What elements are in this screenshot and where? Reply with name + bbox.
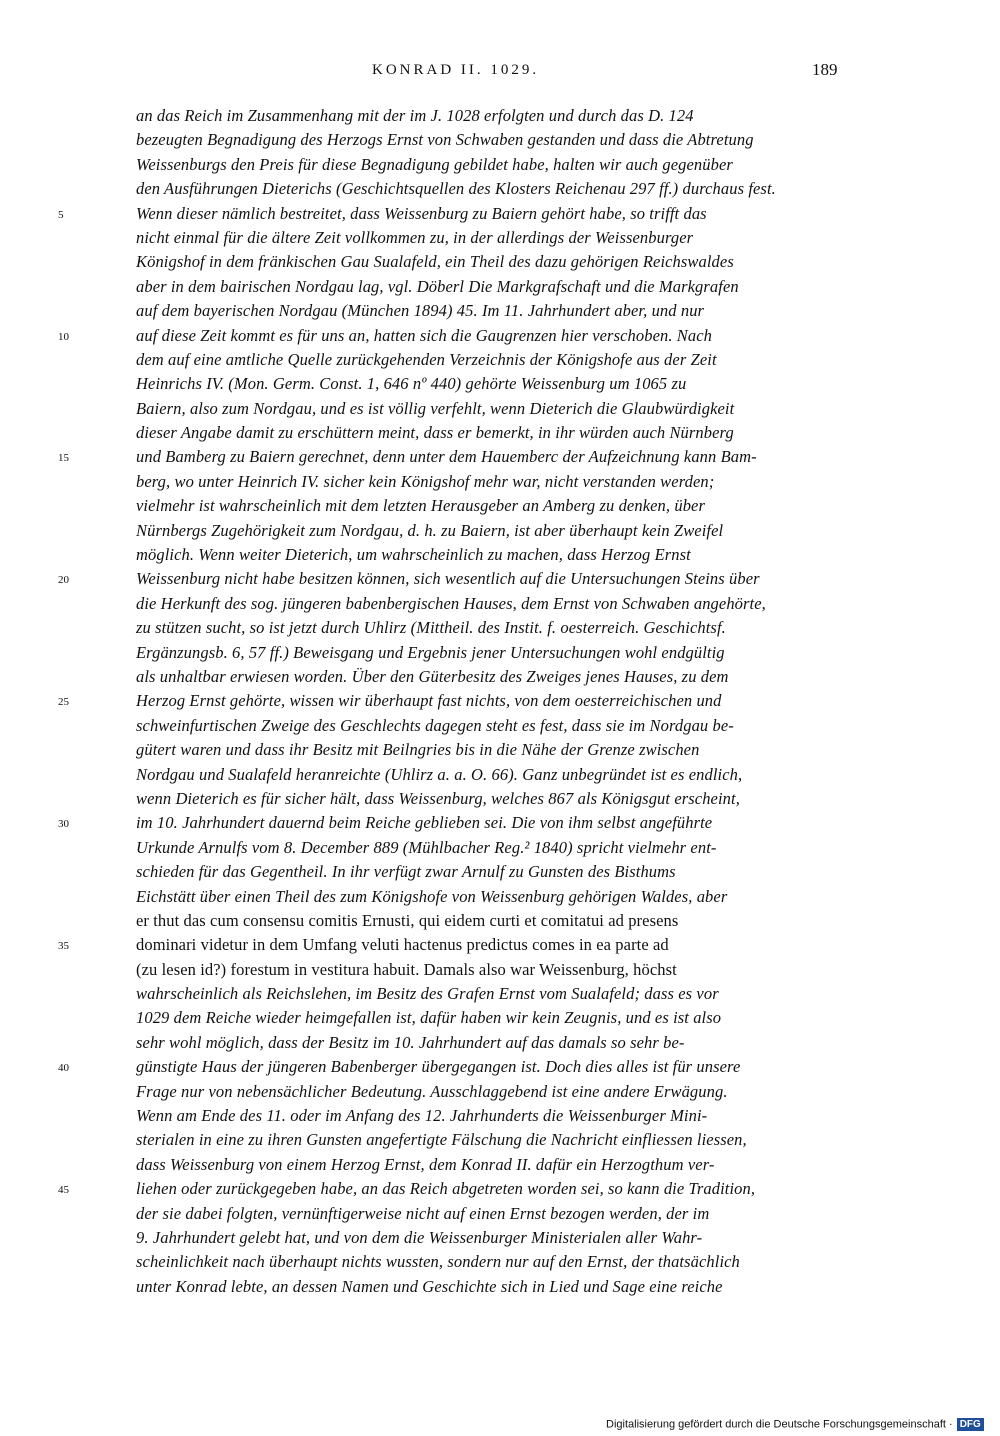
text-line [0,470,1000,494]
text-line [0,909,1000,933]
text-line [0,104,1000,128]
line-text: unter Konrad lebte, an dessen Namen und Geschichte sich in Lied und Sage eine reiche [136,1276,723,1296]
page-header [0,62,1000,86]
text-line [0,1275,1000,1299]
line-number: 20 [58,574,69,587]
line-number: 30 [58,818,69,831]
text-line [0,372,1000,396]
line-text: 9. Jahrhundert gelebt hat, und von dem die Weissenburger Ministerialen aller Wahr- [136,1227,703,1247]
text-line [0,421,1000,445]
text-line [0,1080,1000,1104]
line-text: Nordgau und Sualafeld heranreichte (Uhlirz a. a. O. 66). Ganz unbegründet ist es endlich, [136,764,743,784]
line-number: 5 [58,208,64,221]
line-text: an das Reich im Zusammenhang mit der im J. 1028 erfolgten und durch das D. 124 [136,106,694,125]
text-line [0,1202,1000,1226]
line-text: zu stützen sucht, so ist jetzt durch Uhlirz (Mittheil. des Instit. f. oesterreich. Geschichtsf. [136,618,726,638]
line-number: 10 [58,330,69,343]
line-text: (zu lesen id?) forestum in vestitura habuit. Damals also war Weissenburg, höchst [136,959,677,979]
line-number: 45 [58,1184,69,1197]
text-line [0,1177,1000,1201]
line-text: auf diese Zeit kommt es für uns an, hatten sich die Gaugrenzen hier verschoben. Nach [136,325,713,345]
text-line [0,494,1000,518]
line-text: auf dem bayerischen Nordgau (München 1894) 45. Im 11. Jahrhundert aber, und nur [136,301,705,321]
line-text: nicht einmal für die ältere Zeit vollkommen zu, in der allerdings der Weissenburger [136,227,694,247]
line-number: 40 [58,1062,69,1075]
line-text: die Herkunft des sog. jüngeren babenbergischen Hauses, dem Ernst von Schwaben angehörte, [136,593,766,613]
text-line [0,787,1000,811]
line-text: den Ausführungen Dieterichs (Geschichtsquellen des Klosters Reichenau 297 ff.) durchaus fest. [136,179,776,199]
text-line [0,1006,1000,1030]
line-text: gütert waren und dass ihr Besitz mit Beilngries bis in die Nähe der Grenze zwischen [136,740,700,760]
funding-note: Digitalisierung gefördert durch die Deutsche Forschungsgemeinschaft · [606,1418,953,1431]
line-text: er thut das cum consensu comitis Ernusti, qui eidem curti et comitatui ad presens [136,910,679,930]
text-line [0,1104,1000,1128]
page-number: 189 [812,60,838,79]
line-number: 15 [58,452,69,465]
text-line [0,738,1000,762]
line-text: Nürnbergs Zugehörigkeit zum Nordgau, d. h. zu Baiern, ist aber überhaupt kein Zweifel [136,520,724,540]
line-text: aber in dem bairischen Nordgau lag, vgl. Döberl Die Markgrafschaft und die Markgrafen [136,276,739,296]
line-text: bezeugten Begnadigung des Herzogs Ernst von Schwaben gestanden und dass die Abtretung [136,130,754,150]
line-text: dass Weissenburg von einem Herzog Ernst, dem Konrad II. dafür ein Herzogthum ver- [136,1154,715,1174]
line-text: Wenn dieser nämlich bestreitet, dass Weissenburg zu Baiern gehört habe, so trifft das [136,203,707,223]
line-text: Eichstätt über einen Theil des zum Königshofe von Weissenburg gehörigen Waldes, aber [136,886,728,906]
line-text: Baiern, also zum Nordgau, und es ist völlig verfehlt, wenn Dieterich die Glaubwürdigkeit [136,398,735,418]
text-line [0,275,1000,299]
line-text: sterialen in eine zu ihren Gunsten angefertigte Fälschung die Nachricht einfliessen liessen, [136,1130,747,1150]
line-text: Ergänzungsb. 6, 57 ff.) Beweisgang und Ergebnis jener Untersuchungen wohl endgültig [136,642,725,662]
text-line [0,250,1000,274]
line-text: möglich. Wenn weiter Dieterich, um wahrscheinlich zu machen, dass Herzog Ernst [136,545,691,565]
line-text: als unhaltbar erwiesen worden. Über den Güterbesitz des Zweiges jenes Hauses, zu dem [136,666,729,686]
text-line [0,177,1000,201]
line-text: liehen oder zurückgegeben habe, an das Reich abgetreten worden sei, so kann die Tradition, [136,1179,756,1199]
line-text: sehr wohl möglich, dass der Besitz im 10. Jahrhundert auf das damals so sehr be- [136,1032,685,1052]
text-line [0,519,1000,543]
line-text: schweinfurtischen Zweige des Geschlechts dagegen steht es fest, dass sie im Nordgau be- [136,715,734,735]
line-text: vielmehr ist wahrscheinlich mit dem letzten Herausgeber an Amberg zu denken, über [136,496,705,516]
text-line [0,665,1000,689]
line-text: Wenn am Ende des 11. oder im Anfang des 12. Jahrhunderts die Weissenburger Mini- [136,1106,708,1126]
text-line [0,763,1000,787]
text-line [0,128,1000,152]
text-line [0,933,1000,957]
line-text: Heinrichs IV. (Mon. Germ. Const. 1, 646 nº 440) gehörte Weissenburg um 1065 zu [136,374,687,394]
line-text: 1029 dem Reiche wieder heimgefallen ist, dafür haben wir kein Zeugnis, und es ist also [136,1008,722,1028]
text-line [0,397,1000,421]
running-title: KONRAD II. 1029. [372,62,540,78]
text-line [0,299,1000,323]
line-text: dieser Angabe damit zu erschüttern meint, dass er bemerkt, in ihr würden auch Nürnberg [136,423,734,443]
dfg-logo: DFG [957,1418,984,1431]
text-line [0,1153,1000,1177]
line-text: Königshof in dem fränkischen Gau Sualafeld, ein Theil des dazu gehörigen Reichswaldes [136,252,734,272]
line-text: Weissenburg nicht habe besitzen können, sich wesentlich auf die Untersuchungen Steins über [136,569,760,589]
text-line [0,592,1000,616]
line-number: 35 [58,940,69,953]
text-line [0,1128,1000,1152]
text-line [0,324,1000,348]
text-line [0,811,1000,835]
line-text: dem auf eine amtliche Quelle zurückgehenden Verzeichnis der Königshofe aus der Zeit [136,349,717,369]
text-line [0,567,1000,591]
text-line [0,1031,1000,1055]
line-text: Weissenburgs den Preis für diese Begnadigung gebildet habe, halten wir auch gegenüber [136,154,733,174]
text-line [0,689,1000,713]
text-line [0,202,1000,226]
text-line [0,153,1000,177]
line-text: im 10. Jahrhundert dauernd beim Reiche geblieben sei. Die von ihm selbst angeführte [136,813,713,833]
line-text: berg, wo unter Heinrich IV. sicher kein Königshof mehr war, nicht verstanden werden; [136,471,715,491]
text-line [0,836,1000,860]
text-line [0,226,1000,250]
text-line [0,616,1000,640]
text-line [0,1055,1000,1079]
line-text: dominari videtur in dem Umfang veluti hactenus predictus comes in ea parte ad [136,935,669,955]
text-line [0,348,1000,372]
line-number: 25 [58,696,69,709]
line-text: günstigte Haus der jüngeren Babenberger übergegangen ist. Doch dies alles ist für unsere [136,1057,741,1077]
text-line [0,860,1000,884]
line-text: wenn Dieterich es für sicher hält, dass Weissenburg, welches 867 als Königsgut erscheint, [136,788,740,808]
text-line [0,641,1000,665]
text-line [0,714,1000,738]
text-line [0,445,1000,469]
text-line [0,543,1000,567]
line-text: Herzog Ernst gehörte, wissen wir überhaupt fast nichts, von dem oesterreichischen und [136,691,722,711]
footer [606,1418,984,1431]
body-text [0,104,1000,1299]
text-line [0,958,1000,982]
line-text: schieden für das Gegentheil. In ihr verfügt zwar Arnulf zu Gunsten des Bisthums [136,862,676,882]
line-text: und Bamberg zu Baiern gerechnet, denn unter dem Hauemberc der Aufzeichnung kann Bam- [136,447,757,467]
line-text: der sie dabei folgten, vernünftigerweise nicht auf einen Ernst bezogen werden, der im [136,1203,710,1223]
text-line [0,1226,1000,1250]
line-text: scheinlichkeit nach überhaupt nichts wussten, sondern nur auf den Ernst, der thatsächlich [136,1252,740,1272]
text-line [0,1250,1000,1274]
line-text: Urkunde Arnulfs vom 8. December 889 (Mühlbacher Reg.² 1840) spricht vielmehr ent- [136,837,717,857]
text-line [0,885,1000,909]
text-line [0,982,1000,1006]
line-text: Frage nur von nebensächlicher Bedeutung. Ausschlaggebend ist eine andere Erwägung. [136,1081,728,1101]
line-text: wahrscheinlich als Reichslehen, im Besitz des Grafen Ernst vom Sualafeld; dass es vor [136,984,719,1004]
